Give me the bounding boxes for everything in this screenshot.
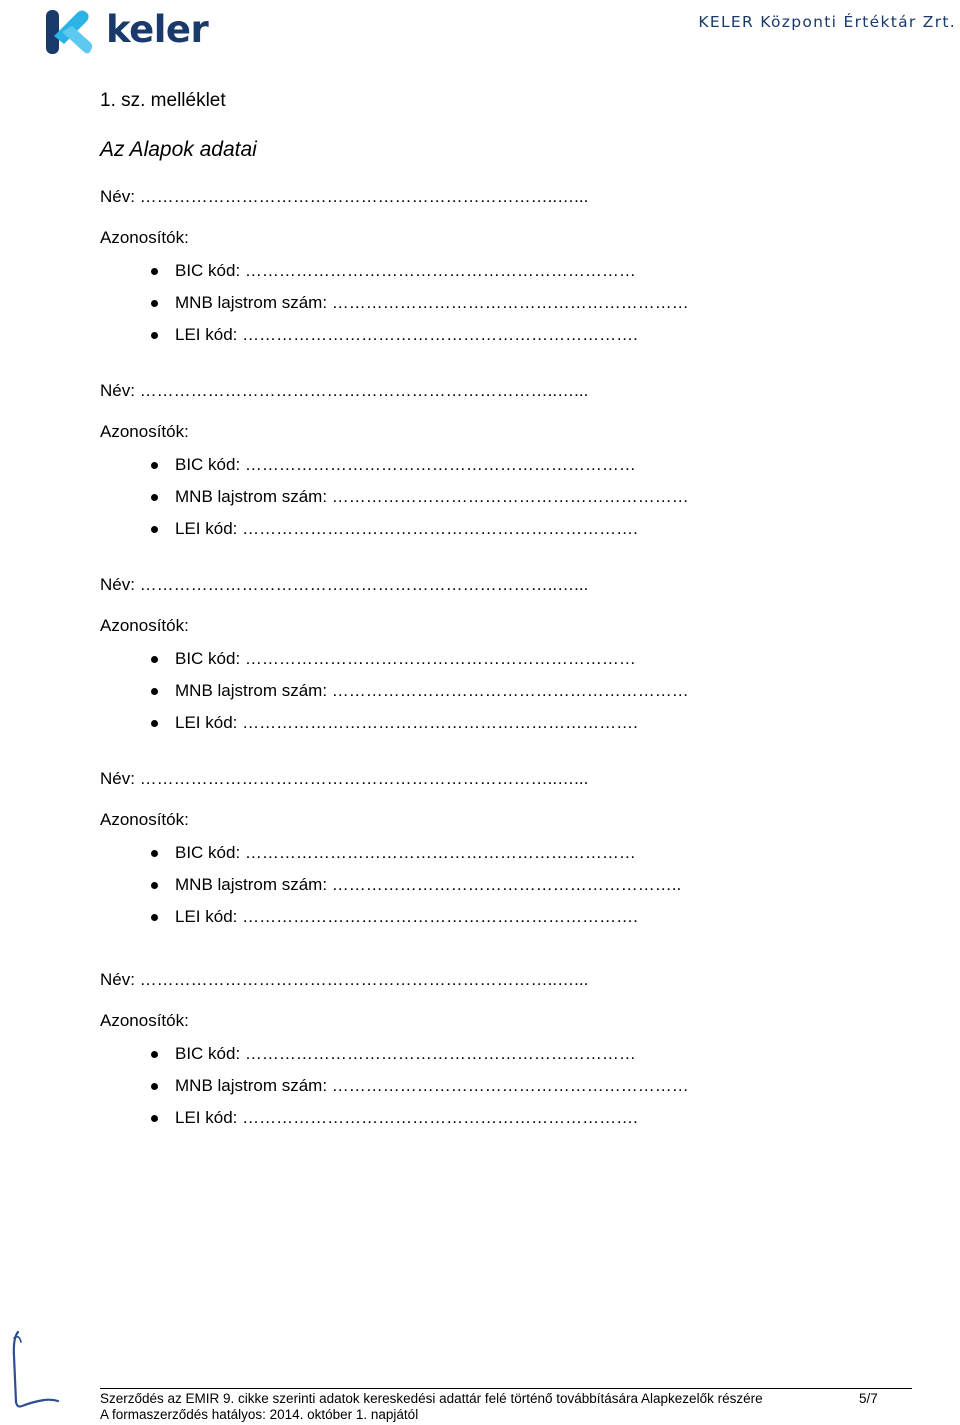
identifiers-label: Azonosítók: [100,228,189,247]
bullet-icon [151,526,158,533]
keler-logo [44,8,214,56]
mnb-register-field: MNB lajstrom szám: ……………………………………………………… [175,681,689,700]
fund-block [0,769,960,959]
bic-code-field: BIC kód: …………………………………………………………… [175,649,636,668]
fund-name-field: Név: ………………………………………………………………..…... [100,187,589,206]
fund-block [0,187,960,377]
fund-name-field: Név: ………………………………………………………………..…... [100,769,589,788]
bullet-icon [151,688,158,695]
bullet-icon [151,462,158,469]
fund-name-field: Név: ………………………………………………………………..…... [100,381,589,400]
bullet-icon [151,268,158,275]
annex-title: 1. sz. melléklet [100,90,226,111]
mnb-register-field: MNB lajstrom szám: ……………………………………………………… [175,293,689,312]
identifiers-label: Azonosítók: [100,810,189,829]
fund-name-field: Név: ………………………………………………………………..…... [100,970,589,989]
footer-divider [100,1388,912,1389]
identifiers-label: Azonosítók: [100,616,189,635]
fund-block [0,381,960,571]
fund-name-field: Név: ………………………………………………………………..…... [100,575,589,594]
lei-code-field: LEI kód: ……………………………………………………………. [175,1108,638,1127]
bullet-icon [151,1051,158,1058]
lei-code-field: LEI kód: ……………………………………………………………. [175,713,638,732]
bullet-icon [151,914,158,921]
bullet-icon [151,494,158,501]
keler-logo-icon [44,8,94,56]
bullet-icon [151,332,158,339]
bic-code-field: BIC kód: …………………………………………………………… [175,843,636,862]
bullet-icon [151,300,158,307]
fund-block [0,575,960,765]
page-number: 5/7 [859,1391,878,1406]
footer-contract-title: Szerződés az EMIR 9. cikke szerinti adatok kereskedési adattár felé történő továbbítására Alapkezelők részére [100,1391,763,1406]
mnb-register-field: MNB lajstrom szám: …………………………………………………….. [175,875,682,894]
bullet-icon [151,1115,158,1122]
lei-code-field: LEI kód: ……………………………………………………………. [175,907,638,926]
bullet-icon [151,882,158,889]
mnb-register-field: MNB lajstrom szám: ……………………………………………………… [175,1076,689,1095]
bic-code-field: BIC kód: …………………………………………………………… [175,1044,636,1063]
identifiers-label: Azonosítók: [100,1011,189,1030]
bullet-icon [151,720,158,727]
bullet-icon [151,656,158,663]
signature-mark [4,1328,64,1410]
footer-effective-date: A formaszerződés hatályos: 2014. október 1. napjától [100,1407,419,1422]
bullet-icon [151,850,158,857]
lei-code-field: LEI kód: ……………………………………………………………. [175,325,638,344]
bic-code-field: BIC kód: …………………………………………………………… [175,455,636,474]
logo-text: keler [106,8,209,51]
company-name: KELER Központi Értéktár Zrt. [698,13,956,31]
fund-block [0,970,960,1160]
mnb-register-field: MNB lajstrom szám: ……………………………………………………… [175,487,689,506]
identifiers-label: Azonosítók: [100,422,189,441]
bic-code-field: BIC kód: …………………………………………………………… [175,261,636,280]
section-title: Az Alapok adatai [100,138,257,161]
bullet-icon [151,1083,158,1090]
lei-code-field: LEI kód: ……………………………………………………………. [175,519,638,538]
